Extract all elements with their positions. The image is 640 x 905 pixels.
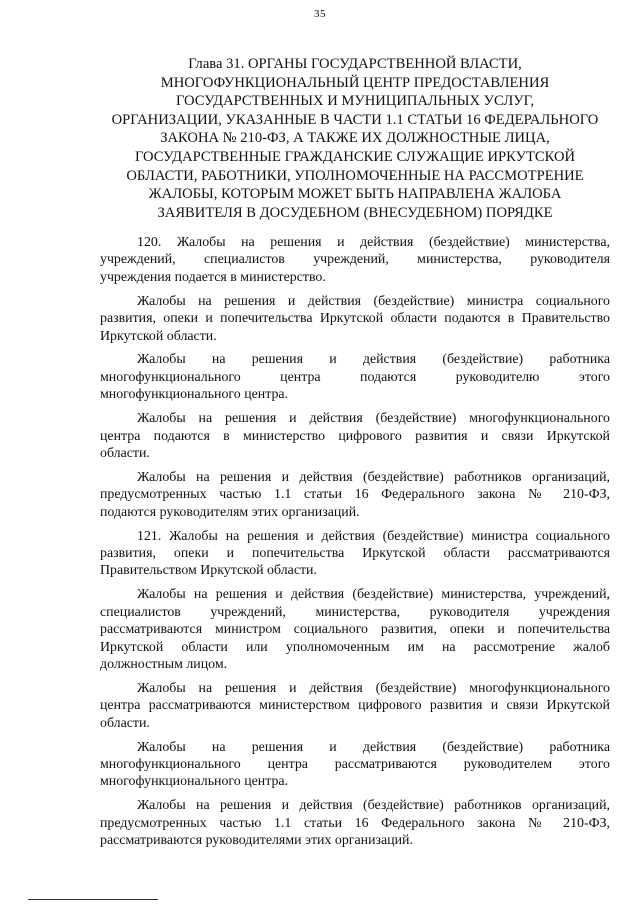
paragraph-120 <box>100 234 610 286</box>
text-line: подаются руководителям этих организаций. <box>100 504 360 520</box>
text-line: рассматриваются руководителями этих организаций. <box>100 833 413 849</box>
text-line: Жалобы на решения и действия (бездействие) многофункционального <box>137 680 610 696</box>
text-line: рассматриваются министром социального развития, опеки и попечительства <box>100 622 610 638</box>
text-line: учреждений, специалистов учреждений, министерства, руководителя <box>100 252 610 268</box>
chapter-heading <box>100 55 610 222</box>
heading-line: ГОСУДАРСТВЕННЫЕ ГРАЖДАНСКИЕ СЛУЖАЩИЕ ИРКУТСКОЙ <box>134 148 576 165</box>
text-line: предусмотренных частью 1.1 статьи 16 Федерального закона № 210-ФЗ, <box>100 815 610 831</box>
heading-line: ЗАЯВИТЕЛЯ В ДОСУДЕБНОМ (ВНЕСУДЕБНОМ) ПОРЯДКЕ <box>157 204 553 221</box>
text-line: многофункционального центра. <box>100 774 289 790</box>
text-line: многофункционального центра. <box>100 387 289 403</box>
heading-line: ГОСУДАРСТВЕННЫХ И МУНИЦИПАЛЬНЫХ УСЛУГ, <box>175 93 535 110</box>
text-line: центра подаются в министерство цифрового развития и связи Иркутской <box>100 428 610 444</box>
text-line: должностным лицом. <box>100 656 228 672</box>
paragraph <box>100 469 610 521</box>
text-line: многофункционального центра рассматриваются руководителем этого <box>100 756 610 772</box>
heading-line: ОРГАНИЗАЦИИ, УКАЗАННЫЕ В ЧАСТИ 1.1 СТАТЬИ 16 ФЕДЕРАЛЬНОГО <box>111 111 599 128</box>
text-line: Жалобы на решения и действия (бездействие) многофункционального <box>137 411 610 427</box>
heading-line: ЖАЛОБЫ, КОТОРЫМ МОЖЕТ БЫТЬ НАПРАВЛЕНА ЖАЛОБА <box>148 186 562 203</box>
heading-line: МНОГОФУНКЦИОНАЛЬНЫЙ ЦЕНТР ПРЕДОСТАВЛЕНИЯ <box>160 74 550 91</box>
text-line: Иркутской области или уполномоченным им на рассмотрение жалоб <box>100 639 610 655</box>
text-line: предусмотренных частью 1.1 статьи 16 Федерального закона № 210-ФЗ, <box>100 487 610 503</box>
text-line: центра рассматриваются министерством цифрового развития и связи Иркутской <box>100 698 610 714</box>
text-line: Жалобы на решения и действия (бездействие) министерства, учреждений, <box>137 587 610 603</box>
paragraph <box>100 680 610 732</box>
heading-line: ЗАКОНА № 210-ФЗ, А ТАКЖЕ ИХ ДОЛЖНОСТНЫЕ ЛИЦА, <box>160 130 550 147</box>
heading-line: Глава 31. ОРГАНЫ ГОСУДАРСТВЕННОЙ ВЛАСТИ, <box>188 56 522 72</box>
text-line: Жалобы на решения и действия (бездействие) работников организаций, <box>137 469 610 485</box>
page-number: 35 <box>314 8 326 20</box>
footnote-divider <box>28 899 158 900</box>
paragraph <box>100 797 610 849</box>
text-line: Иркутской области. <box>100 328 217 344</box>
text-line: развития, опеки и попечительства Иркутской области подаются в Правительство <box>100 311 610 327</box>
text-line: 120. Жалобы на решения и действия (бездействие) министерства, <box>137 235 610 250</box>
text-line: учреждения подается в министерство. <box>100 269 326 285</box>
text-line: Жалобы на решения и действия (бездействие) работников организаций, <box>137 798 610 814</box>
paragraph <box>100 739 610 791</box>
text-line: Жалобы на решения и действия (бездействие) министра социального <box>137 293 610 309</box>
body-text <box>100 234 610 856</box>
text-line: области. <box>100 445 150 461</box>
paragraph <box>100 351 610 403</box>
paragraph <box>100 293 610 345</box>
text-line: Жалобы на решения и действия (бездействие) работника <box>137 739 610 755</box>
text-line: 121. Жалобы на решения и действия (бездействие) министра социального <box>137 528 610 544</box>
paragraph <box>100 410 610 462</box>
text-line: специалистов учреждений, министерства, руководителя учреждения <box>100 604 610 620</box>
paragraph-121 <box>100 528 610 580</box>
paragraph <box>100 586 610 673</box>
text-line: Жалобы на решения и действия (бездействие) работника <box>137 352 610 368</box>
text-line: области. <box>100 715 150 731</box>
text-line: развития, опеки и попечительства Иркутской области рассматриваются <box>100 546 610 561</box>
text-line: многофункционального центра подаются руководителю этого <box>100 369 610 385</box>
heading-line: ОБЛАСТИ, РАБОТНИКИ, УПОЛНОМОЧЕННЫЕ НА РАССМОТРЕНИЕ <box>126 167 584 184</box>
text-line: Правительством Иркутской области. <box>100 563 317 579</box>
